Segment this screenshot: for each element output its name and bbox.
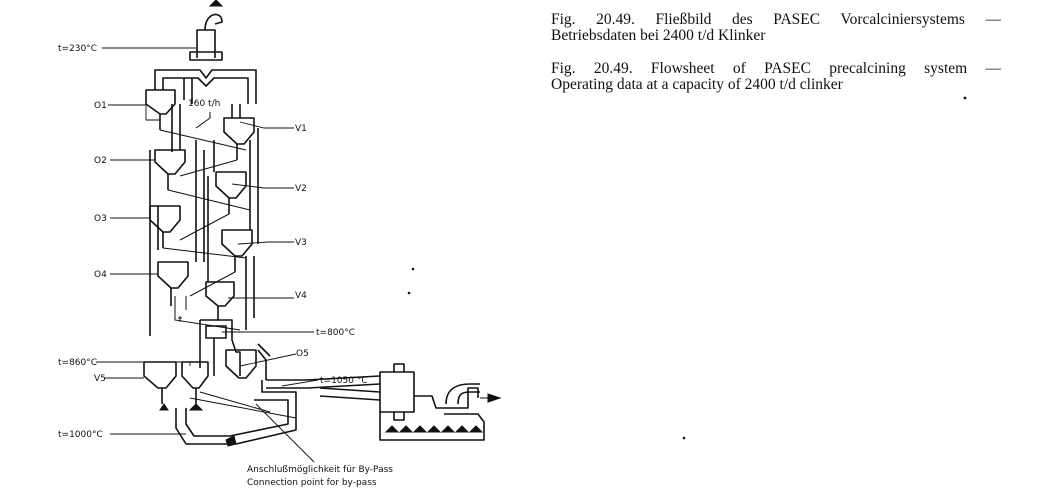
caption-english-line-2: Operating data at a capacity of 2400 t/d clinker (551, 76, 843, 93)
caption-english-line-1: Fig. 20.49. Flowsheet of PASEC precalcining system — (551, 60, 1001, 77)
label-v2: V2 (295, 184, 307, 194)
label-t-860: t=860°C (58, 358, 98, 368)
label-t-1000: t=1000°C (58, 430, 103, 440)
label-t-1050: t=1050 °C (320, 376, 368, 386)
kiln-inlet (176, 380, 296, 446)
label-t-800: t=800°C (316, 328, 356, 338)
label-o2: O2 (94, 156, 107, 166)
caption-german-line-1: Fig. 20.49. Fließbild des PASEC Vorcalciniersystems — (551, 11, 1001, 28)
label-t-230: t=230°C (58, 44, 98, 54)
bottom-cyclone-v5 (144, 362, 208, 410)
label-feed-rate: 160 t/h (188, 99, 221, 109)
scan-specks (408, 97, 966, 439)
label-o3: O3 (94, 214, 107, 224)
label-v5: V5 (94, 374, 106, 384)
label-v1: V1 (295, 124, 307, 134)
label-o1: O1 (94, 101, 107, 111)
exhaust-fan (190, 0, 222, 60)
caption-german-line-2: Betriebsdaten bei 2400 t/d Klinker (551, 27, 766, 44)
label-bypass-german: Anschlußmöglichkeit für By-Pass (247, 465, 393, 475)
clinker-cooler (380, 364, 500, 440)
label-v3: V3 (295, 238, 307, 248)
label-o5: O5 (296, 349, 309, 359)
label-o4: O4 (94, 270, 107, 280)
label-v4: V4 (295, 291, 307, 301)
riser-ducts (150, 104, 258, 336)
label-bypass-english: Connection point for by-pass (247, 478, 377, 488)
